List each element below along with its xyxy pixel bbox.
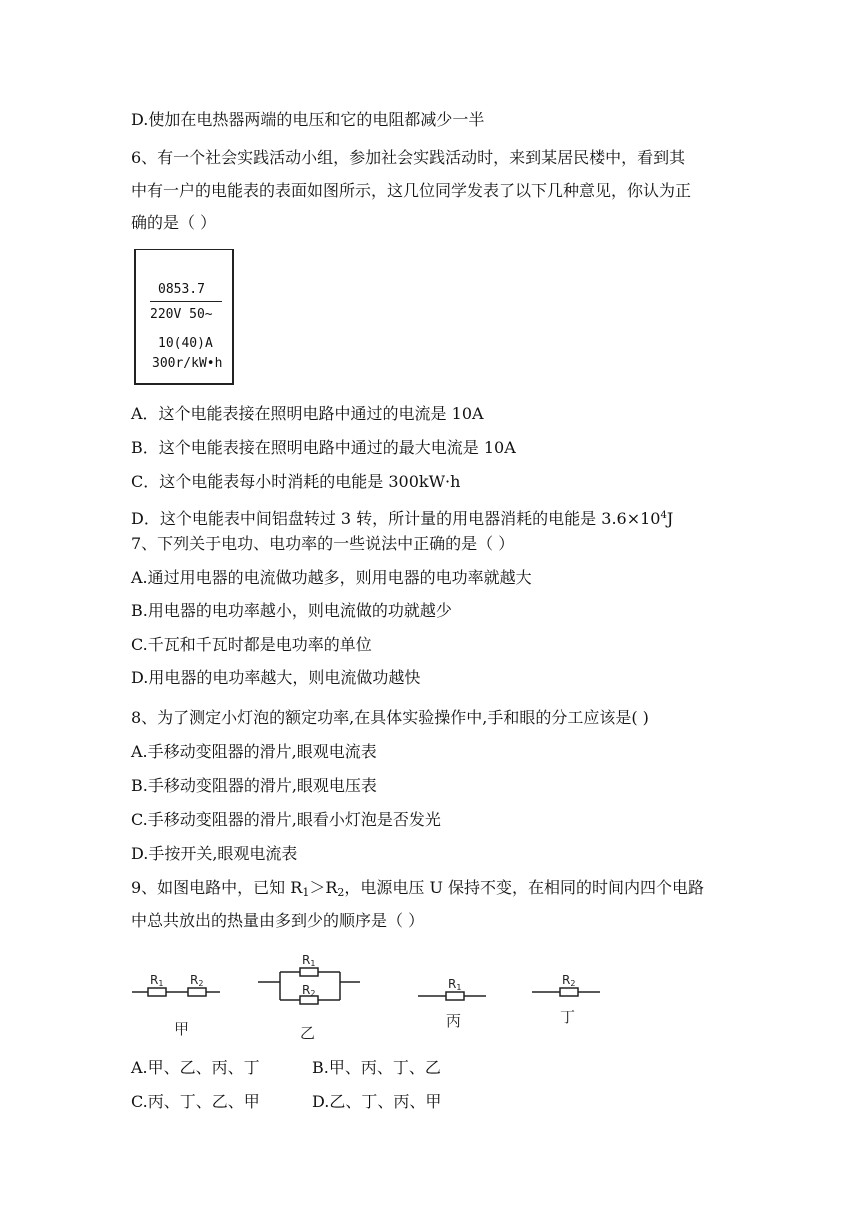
q9-stem-line1 (131, 878, 704, 903)
q6-option-d-exponent: 4 (660, 510, 667, 521)
q7-option-c: C.千瓦和千瓦时都是电功率的单位 (131, 635, 372, 654)
q8-option-d: D.手按开关,眼观电流表 (131, 844, 298, 863)
bing-r1-label: R1 (448, 977, 462, 992)
meter-reading: 0853.7 (158, 282, 205, 297)
meter-current: 10(40)A (158, 336, 213, 351)
q9-stem-sub1: 1 (302, 886, 310, 899)
q9-stem-line2: 中总共放出的热量由多到少的顺序是（ ） (131, 911, 425, 930)
meter-divider (150, 301, 222, 302)
label-yi: 乙 (300, 1024, 316, 1042)
yi-r1-label: R1 (302, 953, 316, 968)
q9-option-c: C.丙、丁、乙、甲 (131, 1092, 260, 1111)
q9-stem-sub2: 2 (337, 886, 345, 899)
q6-stem-line3: 确的是（ ） (131, 213, 217, 232)
yi-r2-label: R2 (302, 983, 316, 998)
jia-r1-label: R1 (150, 973, 164, 988)
q7-option-a: A.通过用电器的电流做功越多，则用电器的电功率就越大 (131, 568, 532, 587)
q6-option-d-unit: J (666, 509, 674, 528)
q6-option-d-text: D．这个电能表中间铝盘转过 3 转，所计量的用电器消耗的电能是 3.6×10 (131, 509, 661, 528)
label-jia: 甲 (174, 1020, 190, 1038)
q9-stem-part-b: ＞R (309, 878, 338, 897)
q6-option-c: C．这个电能表每小时消耗的电能是 300kW·h (131, 472, 461, 491)
jia-r2-label: R2 (190, 973, 204, 988)
q6-option-a: A．这个电能表接在照明电路中通过的电流是 10A (131, 404, 484, 423)
q6-stem-line2: 中有一户的电能表的表面如图所示，这几位同学发表了以下几种意见，你认为正 (131, 181, 692, 200)
meter-constant: 300r/kW•h (152, 356, 223, 371)
q8-option-a: A.手移动变阻器的滑片,眼观电流表 (131, 742, 377, 761)
q5-option-d: D.使加在电热器两端的电压和它的电阻都减少一半 (131, 110, 485, 129)
q6-option-d (131, 506, 673, 529)
q9-option-d: D.乙、丁、丙、甲 (312, 1092, 442, 1111)
q8-stem: 8、为了测定小灯泡的额定功率,在具体实验操作中,手和眼的分工应该是( ) (131, 708, 649, 727)
q9-option-a: A.甲、乙、丙、丁 (131, 1058, 260, 1077)
q7-option-b: B.用电器的电功率越小，则电流做的功就越少 (131, 601, 452, 620)
ding-r2-label: R2 (562, 973, 576, 988)
label-bing: 丙 (446, 1012, 462, 1030)
q8-option-c: C.手移动变阻器的滑片,眼看小灯泡是否发光 (131, 810, 441, 829)
q7-stem: 7、下列关于电功、电功率的一些说法中正确的是（ ） (131, 534, 515, 553)
q9-stem-part-c: ，电源电压 U 保持不变，在相同的时间内四个电路 (344, 878, 705, 897)
q9-circuit-diagrams (128, 942, 608, 1042)
q8-option-b: B.手移动变阻器的滑片,眼观电压表 (131, 776, 377, 795)
q6-option-b: B．这个电能表接在照明电路中通过的最大电流是 10A (131, 438, 516, 457)
meter-voltage-freq: 220V 50~ (150, 307, 213, 322)
q7-option-d: D.用电器的电功率越大，则电流做功越快 (131, 668, 421, 687)
q9-stem-part-a: 9、如图电路中，已知 R (131, 878, 303, 897)
label-ding: 丁 (560, 1008, 576, 1026)
electric-meter-figure (134, 249, 234, 385)
q9-option-b: B.甲、丙、丁、乙 (312, 1058, 441, 1077)
q6-stem-line1: 6、有一个社会实践活动小组，参加社会实践活动时，来到某居民楼中，看到其 (131, 148, 686, 167)
